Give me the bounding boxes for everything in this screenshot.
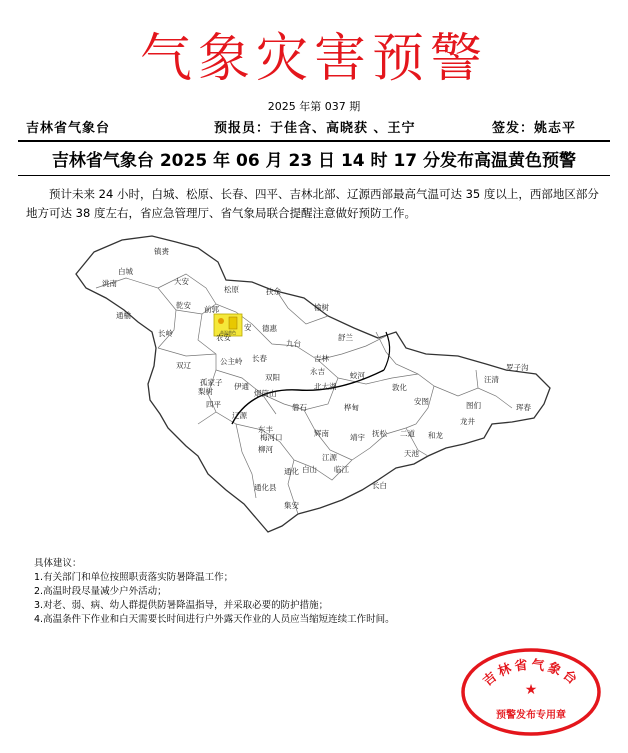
map-place-label: 二道 — [400, 429, 415, 438]
forecasters: 预报员：于佳含、高晓获 、王宁 — [214, 121, 416, 136]
map-place-label: 通榆 — [116, 311, 131, 320]
seal-bottom-text: 预警发布专用章 — [496, 710, 566, 721]
issuer-name: 吉林省气象台 — [26, 121, 111, 136]
signer: 签发：姚志平 — [492, 121, 577, 136]
map-place-label: 蛟河 — [350, 371, 365, 380]
map-place-label: 江源 — [322, 453, 337, 462]
map-place-label: 辉南 — [314, 429, 329, 438]
map-place-label: 通化县 — [254, 483, 277, 492]
advice-title: 具体建议： — [34, 558, 82, 569]
map-place-label: 靖宇 — [350, 433, 365, 442]
map-place-label: 农安 — [216, 333, 231, 342]
map-place-label: 孤家子 — [200, 378, 223, 387]
map-place-label: 安 — [244, 323, 252, 332]
map-place-label: 大安 — [174, 277, 189, 286]
advice-item: 2.高温时段尽量减少户外活动； — [34, 586, 167, 597]
warning-headline: 吉林省气象台 2025 年 06 月 23 日 14 时 17 分发布高温黄色预警 — [51, 151, 577, 171]
map-place-label: 九台 — [286, 339, 301, 348]
map-place-label: 东丰 — [258, 425, 273, 434]
map-place-label: 辽源 — [232, 411, 247, 420]
map-place-label: 双阳 — [265, 373, 280, 382]
map-place-label: 梨树 — [198, 387, 213, 396]
advice-item: 4.高温条件下作业和白天需要长时间进行户外露天作业的人员应当缩短连续工作时间。 — [34, 614, 395, 625]
warning-body: 预计未来 24 小时，白城、松原、长春、四平、吉林北部、辽源西部最高气温可达 35 度以上，西部地区部分地方可达 38 度左右，省应急管理厅、省气象局联合提醒注意做好预防工作。 — [26, 187, 599, 220]
map-place-label: 柳河 — [258, 445, 273, 454]
map-place-label: 敦化 — [392, 383, 407, 392]
map-place-label: 洮南 — [102, 279, 117, 288]
map-place-label: 集安 — [284, 501, 299, 510]
map-place-label: 松原 — [224, 285, 239, 294]
map-place-label: 临江 — [334, 465, 349, 474]
map-place-label: 罗子沟 — [506, 363, 529, 372]
map-place-label: 桦甸 — [344, 403, 359, 412]
headline-divider — [18, 175, 610, 176]
map-place-label: 长春 — [252, 354, 267, 363]
map-place-label: 吉林 — [314, 354, 329, 363]
header-divider — [18, 140, 610, 142]
map-place-label: 德惠 — [262, 324, 277, 333]
advice-item: 3.对老、弱、病、幼人群提供防暑降温指导，并采取必要的防护措施； — [34, 600, 329, 611]
map-place-label: 白城 — [118, 267, 133, 276]
map-place-label: 安图 — [414, 397, 429, 406]
map-place-label: 榆树 — [314, 303, 329, 312]
map-place-label: 梅河口 — [260, 433, 283, 442]
map-place-label: 珲春 — [516, 403, 531, 412]
map-place-label: 伊通 — [234, 382, 249, 391]
seal-top-text: 吉林省气象台 — [480, 657, 582, 690]
advice-item: 1.有关部门和单位按照职责落实防暑降温工作； — [34, 572, 234, 583]
map-place-label: 龙井 — [460, 417, 475, 426]
warning-icon-text: 高温黄色 — [220, 330, 236, 335]
map-place-label: 公主岭 — [220, 357, 243, 366]
map-place-label: 双辽 — [176, 361, 191, 370]
map-place-label: 和龙 — [428, 431, 443, 440]
map-place-label: 扶余 — [266, 287, 281, 296]
map-place-label: 镇赉 — [154, 247, 169, 256]
map-place-label: 天池 — [404, 449, 419, 458]
map-place-label: 通化 — [284, 467, 299, 476]
map-place-label: 汪清 — [484, 375, 499, 384]
issue-number: 2025 年第 037 期 — [267, 100, 361, 113]
map-place-label: 永吉 — [310, 367, 325, 376]
map-place-label: 长白 — [372, 481, 387, 490]
map-place-label: 白山 — [302, 465, 317, 474]
map-place-label: 乾安 — [176, 301, 191, 310]
province-map — [66, 228, 562, 540]
advice-section — [34, 557, 395, 627]
map-place-label: 长岭 — [158, 329, 173, 338]
map-place-label: 舒兰 — [338, 333, 353, 342]
map-place-label: 抚松 — [372, 429, 387, 438]
map-place-label: 四平 — [206, 400, 221, 409]
official-seal — [458, 646, 604, 738]
seal-star-icon: ★ — [524, 682, 538, 698]
map-place-label: 磐石 — [292, 403, 307, 412]
warning-banner-title: 气象灾害预警 — [139, 29, 488, 89]
province-outline — [76, 236, 550, 532]
map-place-label: 图们 — [466, 401, 481, 410]
map-place-label: 北大湖 — [314, 382, 337, 391]
map-place-label: 烟筒山 — [254, 389, 277, 398]
map-place-label: 前郭 — [204, 305, 219, 314]
